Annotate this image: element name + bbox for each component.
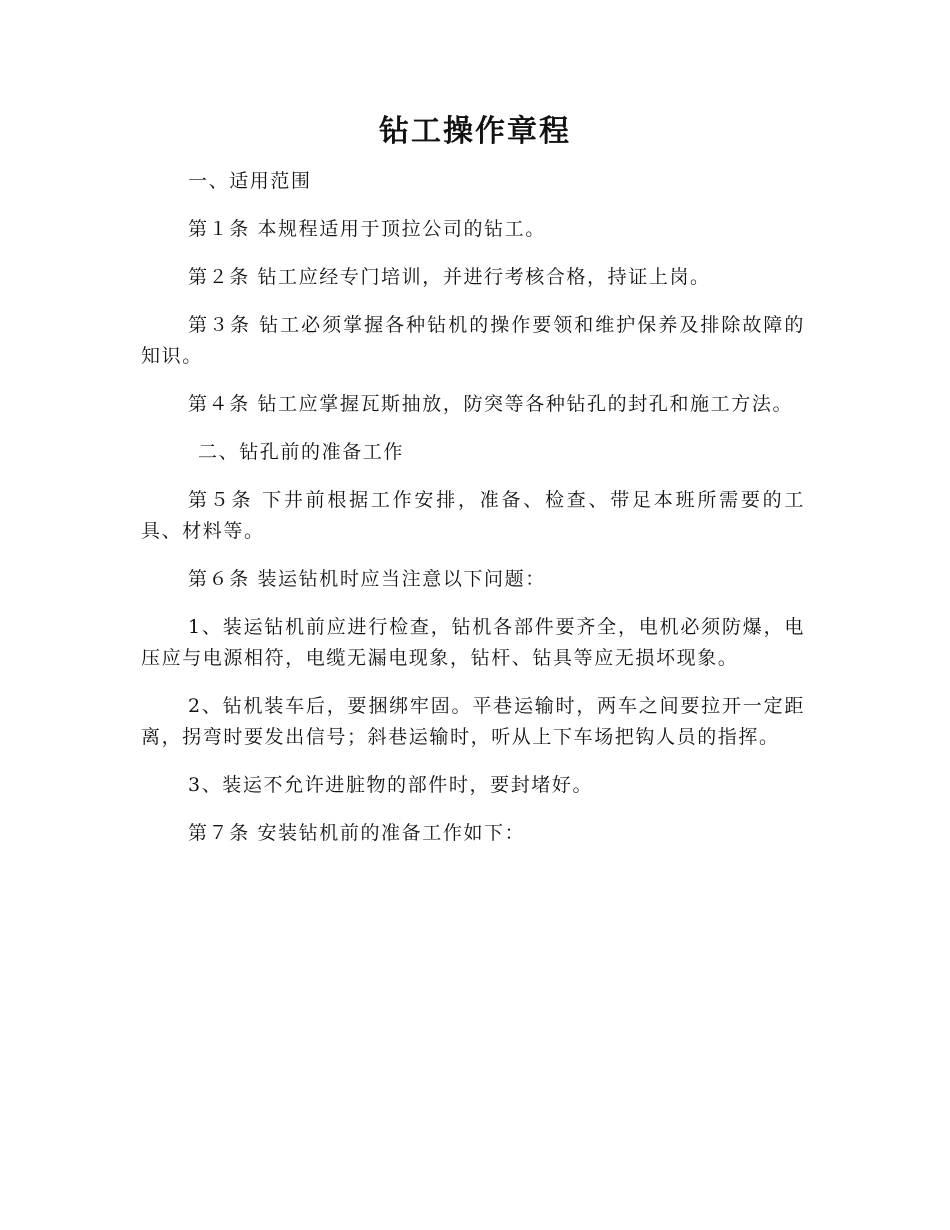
article-2: 第２条 钻工应经专门培训，并进行考核合格，持证上岗。 xyxy=(188,266,711,288)
article-1: 第１条 本规程适用于顶拉公司的钻工。 xyxy=(188,218,546,240)
section-heading-preparation: 二、钻孔前的准备工作 xyxy=(198,441,405,463)
article-6: 第６条 装运钻机时应当注意以下问题： xyxy=(188,568,546,590)
list-item-1: 1、装运钻机前应进行检查，钻机各部件要齐全，电机必须防爆，电压应与电源相符，电缆无漏电现象，钻杆、钻具等应无损坏现象。 xyxy=(141,616,805,669)
article-4: 第４条 钻工应掌握瓦斯抽放，防突等各种钻孔的封孔和施工方法。 xyxy=(188,393,794,415)
section-heading-scope: 一、适用范围 xyxy=(188,170,312,192)
article-5: 第５条 下井前根据工作安排，准备、检查、带足本班所需要的工具、材料等。 xyxy=(141,489,805,542)
document-body xyxy=(141,166,805,866)
list-item-2: 2、钻机装车后，要捆绑牢固。平巷运输时，两车之间要拉开一定距离，拐弯时要发出信号；斜巷运输时，听从上下车场把钩人员的指挥。 xyxy=(141,695,805,748)
article-3: 第３条 钻工必须掌握各种钻机的操作要领和维护保养及排除故障的知识。 xyxy=(141,314,805,367)
list-item-3: 3、装运不允许进脏物的部件时，要封堵好。 xyxy=(188,774,594,796)
article-7: 第７条 安装钻机前的准备工作如下： xyxy=(188,822,526,844)
document-title: 钻工操作章程 xyxy=(379,114,571,149)
